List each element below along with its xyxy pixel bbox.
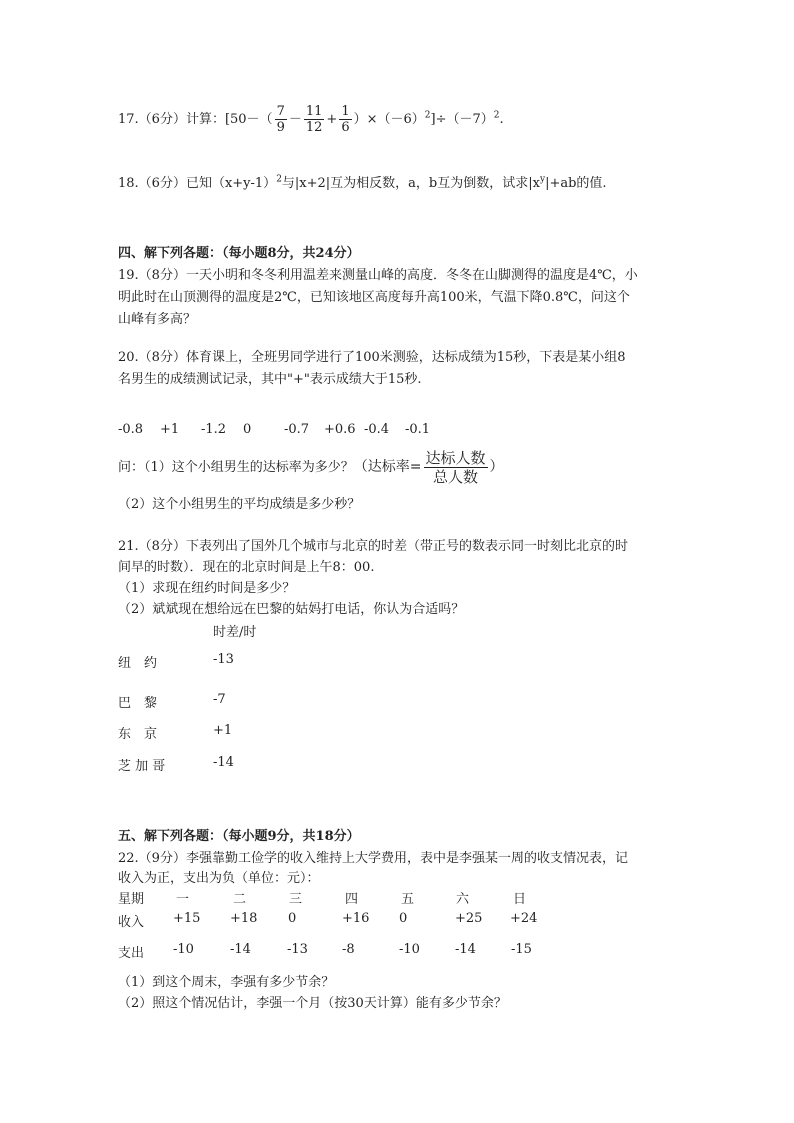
q20-line2: 名男生的成绩测试记录，其中"+"表示成绩大于15秒. bbox=[118, 372, 422, 387]
city-diff: -14 bbox=[213, 755, 234, 770]
city-diff: +1 bbox=[213, 723, 233, 738]
expense-cell: -15 bbox=[511, 942, 532, 957]
income-cell: +18 bbox=[230, 911, 258, 926]
q22-line1: 22.（9分）李强靠勤工俭学的收入维持上大学费用，表中是李强某一周的收支情况表，记 bbox=[118, 851, 628, 866]
table-header-cell: 日 bbox=[513, 892, 527, 907]
income-cell: +24 bbox=[510, 911, 538, 926]
q20-ask1: 问：（1）这个小组男生的达标率为多少？（达标率= $\frac{\text{达标人数}}{\text{总人数}}$ ） bbox=[118, 449, 504, 486]
expense-cell: -14 bbox=[230, 942, 251, 957]
expense-cell: -14 bbox=[455, 942, 476, 957]
time-diff-header: 时差/时 bbox=[213, 625, 257, 640]
q21-ask1: （1）求现在纽约时间是多少？ bbox=[118, 581, 296, 596]
q21-line2: 间早的时数）．现在的北京时间是上午8：00. bbox=[118, 560, 375, 575]
q20-value: -1.2 bbox=[201, 422, 227, 437]
expense-cell: -8 bbox=[342, 942, 355, 957]
fraction-11-12: $\frac{11}{12}$ bbox=[305, 104, 323, 135]
question-17: 17.（6分）计算：[50－（ $\frac{7}{9}$ － $\frac{11}{12}$ + $\frac{1}{6}$ ）$\times(-6)^2]\div(-7)^2$. bbox=[118, 104, 504, 135]
income-cell: +15 bbox=[173, 911, 201, 926]
q20-value: -0.4 bbox=[364, 422, 390, 437]
city-name: 纽 约 bbox=[118, 656, 158, 671]
q20-value: -0.7 bbox=[284, 422, 310, 437]
section-4-title: 四、解下列各题：（每小题8分，共24分） bbox=[118, 246, 360, 261]
fraction-7-9: $\frac{7}{9}$ bbox=[276, 104, 285, 135]
city-diff: -7 bbox=[213, 692, 226, 707]
q20-value: +0.6 bbox=[324, 422, 356, 437]
q20-value: -0.8 bbox=[118, 422, 144, 437]
income-cell: 0 bbox=[288, 911, 297, 926]
q19-line3: 山峰有多高？ bbox=[118, 312, 197, 327]
city-name: 巴 黎 bbox=[118, 696, 158, 711]
table-header-cell: 五 bbox=[401, 892, 415, 907]
income-cell: 收入 bbox=[118, 915, 145, 930]
q17-prefix: 17.（6分）计算：[50－（ bbox=[118, 112, 273, 127]
income-cell: +25 bbox=[455, 911, 483, 926]
q19-line2: 明此时在山顶测得的温度是2℃，已知该地区高度每升高100米，气温下降0.8℃，问这个 bbox=[118, 290, 630, 305]
city-diff: -13 bbox=[213, 652, 234, 667]
expense-cell: -10 bbox=[173, 942, 194, 957]
table-header-cell: 六 bbox=[456, 892, 470, 907]
expense-cell: 支出 bbox=[118, 946, 145, 961]
city-name: 芝 加 哥 bbox=[118, 759, 166, 774]
q20-ask2: （2）这个小组男生的平均成绩是多少秒？ bbox=[118, 497, 361, 512]
q19-line1: 19.（8分）一天小明和冬冬利用温差来测量山峰的高度．冬冬在山脚测得的温度是4℃，小 bbox=[118, 268, 638, 283]
q21-ask2: （2）斌斌现在想给远在巴黎的姑妈打电话，你认为合适吗？ bbox=[118, 602, 465, 617]
city-name: 东 京 bbox=[118, 727, 158, 742]
fraction-1-6: $\frac{1}{6}$ bbox=[341, 104, 350, 135]
table-header-cell: 三 bbox=[289, 892, 303, 907]
expense-cell: -10 bbox=[399, 942, 420, 957]
income-cell: 0 bbox=[399, 911, 408, 926]
table-header-cell: 二 bbox=[233, 892, 247, 907]
section-5-title: 五、解下列各题：（每小题9分，共18分） bbox=[118, 829, 360, 844]
expense-cell: -13 bbox=[287, 942, 308, 957]
q22-line2: 收入为正，支出为负（单位：元）： bbox=[118, 871, 320, 886]
q20-value: +1 bbox=[160, 422, 180, 437]
table-header-cell: 一 bbox=[176, 892, 190, 907]
pass-rate-fraction: $\frac{\text{达标人数}}{\text{总人数}}$ bbox=[425, 449, 486, 486]
q22-ask1: （1）到这个周末，李强有多少节余？ bbox=[118, 975, 335, 990]
q20-value: -0.1 bbox=[405, 422, 431, 437]
q21-line1: 21.（8分）下表列出了国外几个城市与北京的时差（带正号的数表示同一时刻比北京的时 bbox=[118, 539, 628, 554]
table-header-cell: 四 bbox=[345, 892, 359, 907]
q20-value: 0 bbox=[243, 422, 252, 437]
q22-ask2: （2）照这个情况估计，李强一个月（按30天计算）能有多少节余？ bbox=[118, 996, 507, 1011]
income-cell: +16 bbox=[342, 911, 370, 926]
question-18: 18.（6分）已知$(x+y-1)^2$与|x+2|互为相反数，a，b互为倒数，试求$|x^y|+ab$的值. bbox=[118, 174, 607, 191]
table-header-cell: 星期 bbox=[118, 892, 145, 907]
q20-line1: 20.（8分）体育课上，全班男同学进行了100米测验，达标成绩为15秒，下表是某小组8 bbox=[118, 350, 626, 365]
